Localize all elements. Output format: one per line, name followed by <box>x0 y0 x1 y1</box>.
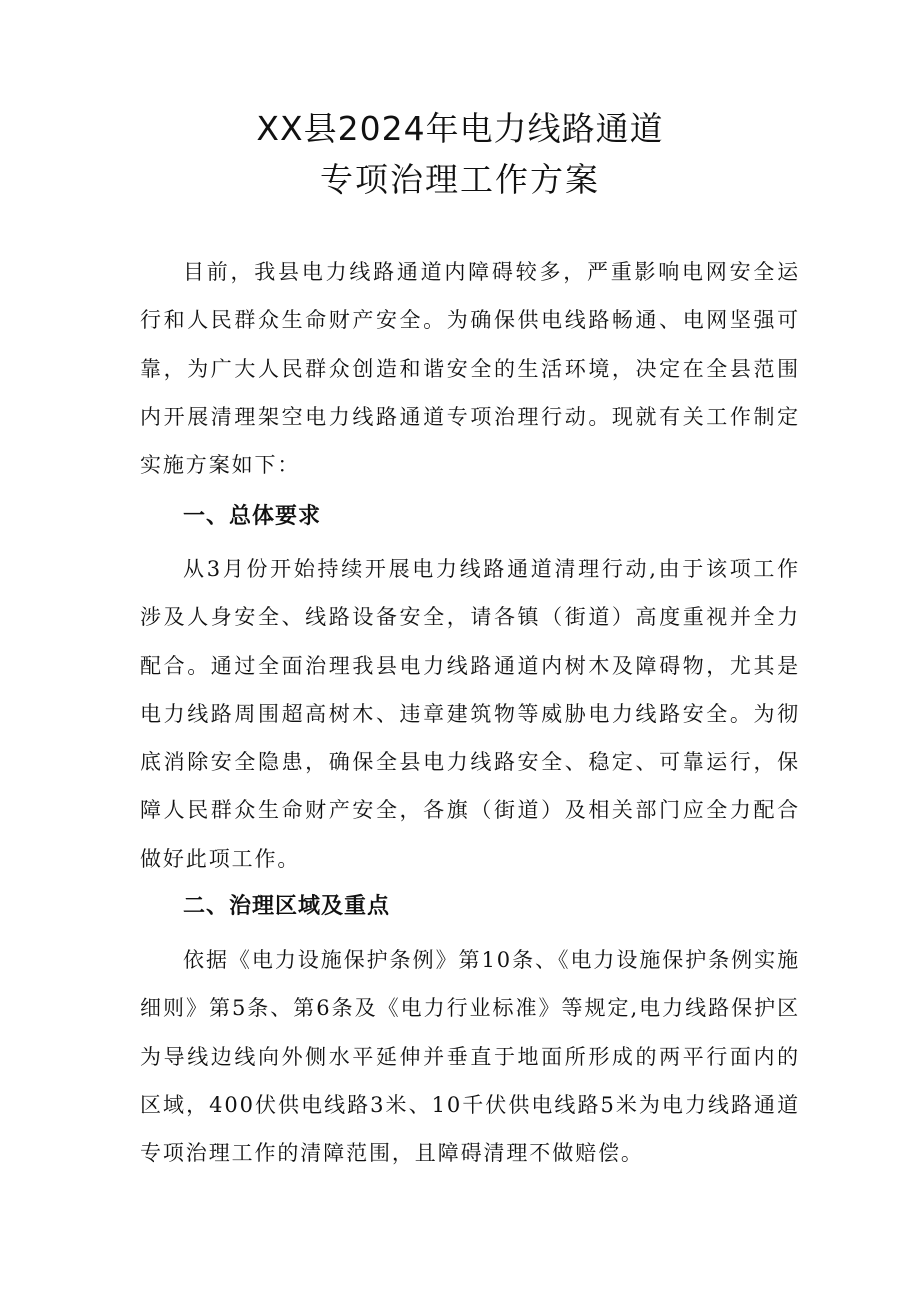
section-1-heading: 一、总体要求 <box>183 504 322 529</box>
document-title-line-2: 专项治理工作方案 <box>320 160 600 199</box>
section-1-paragraph: 从3月份开始持续开展电力线路通道清理行动,由于该项工作涉及人身安全、线路设备安全，请各镇（街道）高度重视并全力配合。通过全面治理我县电力线路通道内树木及障碍物，尤其是电力线路周围超高树木、违章建筑物等威胁电力线路安全。为彻底消除安全隐患，确保全县电力线路安全、稳定、可靠运行，保障人民群众生命财产安全，各旗（街道）及相关部门应全力配合做好此项工作。 <box>140 557 800 871</box>
intro-paragraph: 目前，我县电力线路通道内障碍较多，严重影响电网安全运行和人民群众生命财产安全。为确保供电线路畅通、电网坚强可靠，为广大人民群众创造和谐安全的生活环境，决定在全县范围内开展清理架空电力线路通道专项治理行动。现就有关工作制定实施方案如下： <box>140 260 800 478</box>
section-2-heading: 二、治理区域及重点 <box>183 894 391 919</box>
section-2-paragraph: 依据《电力设施保护条例》第10条、《电力设施保护条例实施细则》第5条、第6条及《电力行业标准》等规定,电力线路保护区为导线边线向外侧水平延伸并垂直于地面所形成的两平行面内的区域，400伏供电线路3米、10千伏供电线路5米为电力线路通道专项治理工作的清障范围，且障碍清理不做赔偿。 <box>140 948 800 1166</box>
document-title-line-1: XX县2024年电力线路通道 <box>256 109 664 148</box>
